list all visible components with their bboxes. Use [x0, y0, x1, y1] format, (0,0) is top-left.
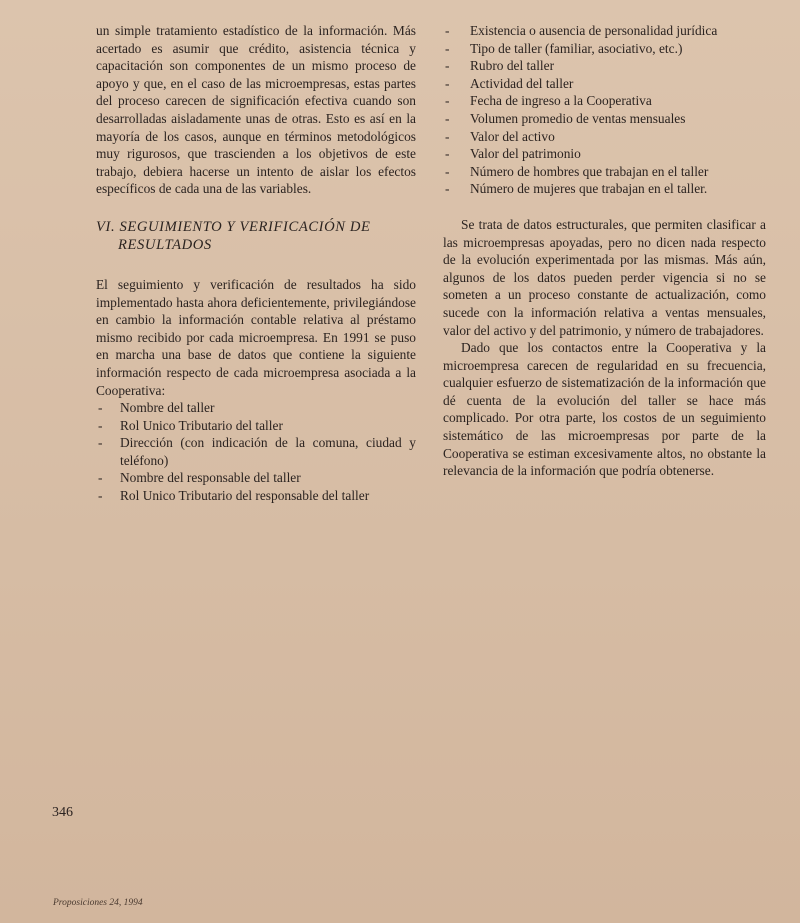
page-number: 346: [52, 805, 73, 820]
section-title-line-1: SEGUIMIENTO Y VERIFICACIÓN DE: [119, 218, 371, 235]
spacer: [443, 198, 766, 216]
list-item: - Fecha de ingreso a la Cooperativa: [443, 92, 766, 110]
list-item: - Tipo de taller (familiar, asociativo, etc.): [443, 40, 766, 58]
list-item: - Volumen promedio de ventas mensuales: [443, 110, 766, 128]
right-paragraph-2: Dado que los contactos entre la Cooperativa y la microempresa carecen de regularidad en su frecuencia, cualquier esfuerzo de sistematización de la información que dé cuenta de la evolución del taller se hace más complicado. Por otra parte, los costos de un seguimiento sistemático de las microempresas por parte de la Cooperativa se estiman excesivamente altos, no obstante la relevancia de la información que podría obtenerse.: [443, 340, 766, 479]
left-paragraph-2: El seguimiento y verificación de resultados ha sido implementado hasta ahora deficientemente, privilegiándose en cambio la información contable relativa al préstamo mismo recibido por cada microempresa. En 1991 se puso en marcha una base de datos que contiene la siguiente información respecto de cada microempresa asociada a la Cooperativa:: [96, 276, 416, 398]
list-item: - Rubro del taller: [443, 57, 766, 75]
right-column: [443, 22, 766, 480]
list-item: - Dirección (con indicación de la comuna, ciudad y teléfono): [96, 434, 416, 469]
left-data-list: [96, 399, 416, 505]
list-item: - Actividad del taller: [443, 75, 766, 93]
right-paragraph-1: Se trata de datos estructurales, que permiten clasificar a las microempresas apoyadas, pero no dicen nada respecto de la evolución experimentada por las mismas. Más aún, algunos de los datos pueden perder vigencia si no se someten a un proceso constante de actualización, como sucede con la información relativa a ventas mensuales, valor del activo y del patrimonio, y número de trabajadores.: [443, 216, 766, 338]
footer-citation: Proposiciones 24, 1994: [53, 898, 143, 908]
list-item: - Número de mujeres que trabajan en el taller.: [443, 180, 766, 198]
list-item: - Valor del activo: [443, 128, 766, 146]
list-item: - Valor del patrimonio: [443, 145, 766, 163]
section-number: VI.: [96, 218, 116, 235]
list-item: - Rol Unico Tributario del responsable del taller: [96, 487, 416, 505]
section-title-line-2: RESULTADOS: [118, 236, 212, 253]
list-item: - Rol Unico Tributario del taller: [96, 417, 416, 435]
list-item: - Existencia o ausencia de personalidad jurídica: [443, 22, 766, 40]
list-item: - Nombre del responsable del taller: [96, 469, 416, 487]
section-heading: [96, 218, 416, 254]
list-item: - Nombre del taller: [96, 399, 416, 417]
right-data-list: [443, 22, 766, 198]
left-column: [96, 22, 416, 505]
list-item: - Número de hombres que trabajan en el taller: [443, 163, 766, 181]
left-paragraph-1: un simple tratamiento estadístico de la información. Más acertado es asumir que crédito, asistencia técnica y capacitación son componentes de un mismo proceso de apoyo y que, en el caso de las microempresas, estas partes del proceso carecen de significación efectiva cuando son desarrolladas aisladamente unas de otras. Esto es así en la mayoría de los casos, aunque en términos metodológicos muy rigurosos, que trascienden a los objetivos de este trabajo, debiera hacerse un intento de aislar los efectos específicos de cada una de las variables.: [96, 23, 416, 197]
